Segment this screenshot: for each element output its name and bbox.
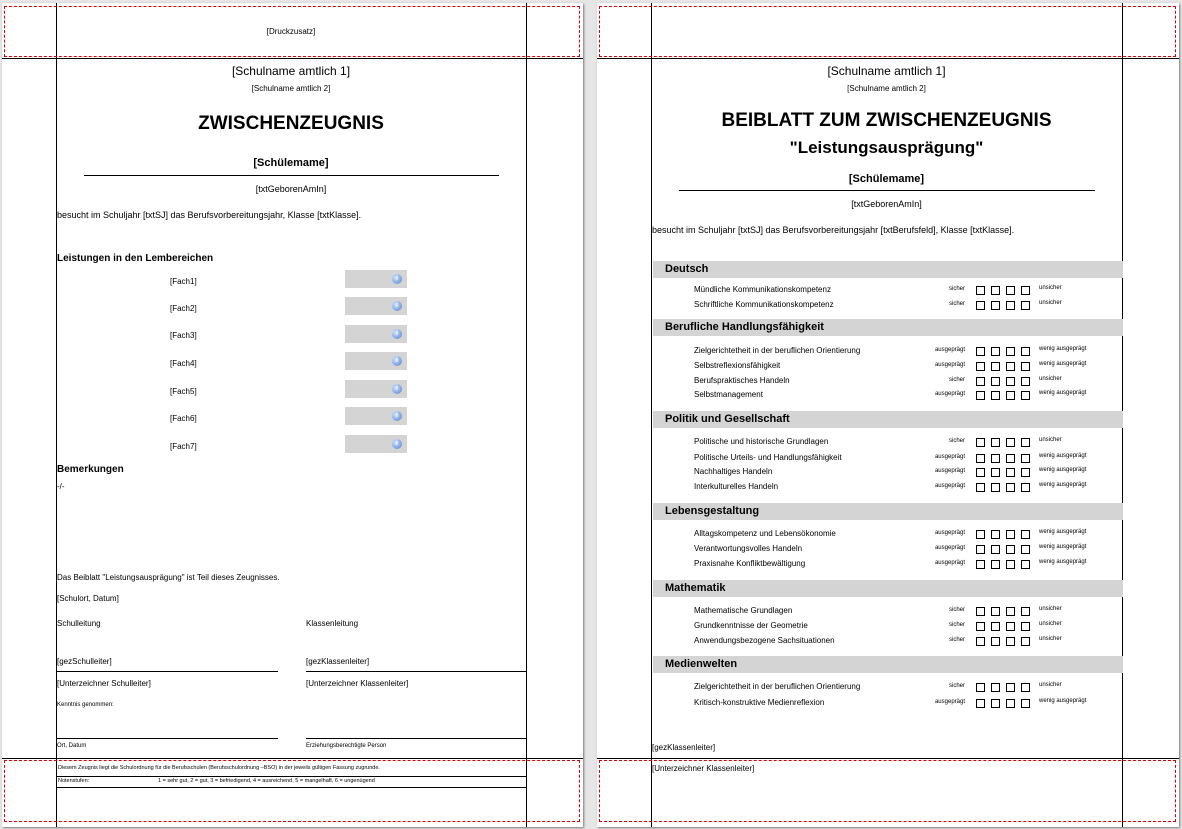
competency-label: Politische und historische Grundlagen (694, 437, 829, 446)
rating-checkbox[interactable] (1006, 699, 1015, 708)
born-field[interactable]: [txtGeborenAmIn] (851, 199, 922, 209)
rating-checkbox[interactable] (1021, 637, 1030, 646)
rating-checkbox[interactable] (1006, 286, 1015, 295)
rating-checkbox[interactable] (976, 622, 985, 631)
info-icon[interactable]: i (392, 301, 402, 311)
rating-checkbox[interactable] (1006, 454, 1015, 463)
scale-left-label: ausgeprägt (934, 530, 965, 536)
info-icon[interactable]: i (392, 356, 402, 366)
rating-checkboxes (976, 301, 1030, 310)
scale-left-label: sicher (948, 683, 965, 689)
klassenleitung-label: Klassenleitung (306, 619, 359, 628)
rating-checkboxes (976, 622, 1030, 631)
grade-field[interactable] (345, 270, 407, 288)
signature-line (306, 738, 527, 739)
rating-checkbox[interactable] (1006, 607, 1015, 616)
scale-right-label: unsicher (1039, 636, 1062, 642)
rating-checkbox[interactable] (976, 545, 985, 554)
rating-checkboxes (976, 377, 1030, 386)
competency-label: Mündliche Kommunikationskompetenz (694, 285, 831, 294)
rating-checkbox[interactable] (1021, 362, 1030, 371)
rating-checkbox[interactable] (1021, 454, 1030, 463)
scale-right-label: unsicher (1039, 606, 1062, 612)
student-name[interactable]: [Schülemame] (848, 173, 925, 185)
name-underline (84, 175, 499, 176)
competency-label: Verantwortungsvolles Handeln (694, 544, 803, 553)
scale-right-label: unsicher (1039, 376, 1062, 382)
intro-text[interactable]: besucht im Schuljahr [txtSJ] das Berufsvorbereitungsjahr [txtBerufsfeld], Klasse [txtKlasse]. (652, 225, 1015, 235)
rating-checkbox[interactable] (1021, 377, 1030, 386)
rating-checkbox[interactable] (1006, 545, 1015, 554)
rating-checkbox[interactable] (991, 438, 1000, 447)
rating-checkboxes (976, 362, 1030, 371)
scale-left-label: ausgeprägt (934, 560, 965, 566)
scale-right-label: wenig ausgeprägt (1039, 346, 1087, 352)
scale-right-label: wenig ausgeprägt (1039, 544, 1087, 550)
info-icon[interactable]: i (392, 411, 402, 421)
kenntnis-label: Kenntnis genommen: (57, 702, 114, 708)
scale-right-label: unsicher (1039, 285, 1062, 291)
rating-checkbox[interactable] (991, 347, 1000, 356)
scale-right-label: wenig ausgeprägt (1039, 390, 1087, 396)
rating-checkbox[interactable] (1021, 483, 1030, 492)
scale-right-label: unsicher (1039, 682, 1062, 688)
margin-guide (526, 3, 527, 827)
rating-checkbox[interactable] (1006, 468, 1015, 477)
footer-guide (597, 758, 1179, 759)
grade-field[interactable] (345, 325, 407, 343)
footer-guide (2, 758, 583, 759)
leistungen-heading: Leistungen in den Lembereichen (57, 253, 214, 264)
rating-checkbox[interactable] (976, 454, 985, 463)
info-icon[interactable]: i (392, 274, 402, 284)
scale-left-label: sicher (948, 607, 965, 613)
remarks-text[interactable]: -/- (57, 482, 65, 491)
rating-checkbox[interactable] (976, 301, 985, 310)
rating-checkbox[interactable] (1006, 377, 1015, 386)
grade-field[interactable] (345, 380, 407, 398)
rating-checkboxes (976, 468, 1030, 477)
rating-checkbox[interactable] (991, 607, 1000, 616)
scale-right-label: unsicher (1039, 300, 1062, 306)
scale-left-label: sicher (948, 637, 965, 643)
signature-line (306, 671, 527, 672)
rating-checkbox[interactable] (1021, 301, 1030, 310)
rating-checkbox[interactable] (976, 530, 985, 539)
rating-checkbox[interactable] (976, 286, 985, 295)
rating-checkbox[interactable] (1006, 483, 1015, 492)
rating-checkbox[interactable] (1006, 683, 1015, 692)
grade-field[interactable] (345, 297, 407, 315)
subject-label[interactable]: [Fach6] (170, 414, 197, 423)
born-field[interactable]: [txtGeborenAmIn] (255, 184, 327, 194)
school-name-1[interactable]: [Schulname amtlich 1] (827, 64, 946, 78)
rating-checkboxes (976, 454, 1030, 463)
scale-left-label: sicher (948, 286, 965, 292)
scale-left-label: ausgeprägt (934, 483, 965, 489)
rating-checkbox[interactable] (991, 362, 1000, 371)
scale-left-label: ausgeprägt (934, 347, 965, 353)
competency-label: Alltagskompetenz und Lebensökonomie (694, 529, 836, 538)
scale-left-label: sicher (948, 438, 965, 444)
competency-label: Grundkenntnisse der Geometrie (694, 621, 808, 630)
scale-left-label: sicher (948, 622, 965, 628)
school-name-2[interactable]: [Schulname amtlich 2] (251, 84, 331, 93)
header-print-area (599, 6, 1176, 57)
signer-klassenleiter[interactable]: [Unterzeichner Klassenleiter] (306, 679, 409, 688)
scale-left-label: sicher (948, 301, 965, 307)
scale-left-label: ausgeprägt (934, 391, 965, 397)
rating-checkbox[interactable] (1021, 347, 1030, 356)
rating-checkbox[interactable] (1006, 560, 1015, 569)
footer-rule (56, 776, 527, 777)
grade-field[interactable] (345, 352, 407, 370)
scale-right-label: wenig ausgeprägt (1039, 453, 1087, 459)
rating-checkbox[interactable] (1006, 530, 1015, 539)
rating-checkbox[interactable] (1006, 347, 1015, 356)
competency-label: Selbstmanagement (694, 390, 763, 399)
rating-checkbox[interactable] (991, 622, 1000, 631)
name-underline (679, 190, 1095, 191)
header-guide (597, 58, 1179, 59)
rating-checkboxes (976, 683, 1030, 692)
competency-label: Nachhaltiges Handeln (694, 467, 773, 476)
page-beiblatt (597, 3, 1179, 827)
rating-checkbox[interactable] (976, 347, 985, 356)
competency-label: Interkulturelles Handeln (694, 482, 779, 491)
school-name-2[interactable]: [Schulname amtlich 2] (847, 84, 926, 93)
rating-checkbox[interactable] (991, 530, 1000, 539)
rating-checkbox[interactable] (1021, 391, 1030, 400)
rating-checkboxes (976, 391, 1030, 400)
scale-left-label: sicher (948, 377, 965, 383)
place-date[interactable]: [Schulort, Datum] (57, 594, 119, 603)
rating-checkbox[interactable] (976, 637, 985, 646)
scale-right-label: wenig ausgeprägt (1039, 698, 1087, 704)
competency-label: Zielgerichtetheit in der beruflichen Orientierung (694, 346, 861, 355)
section-header: Medienwelten (653, 656, 1123, 673)
scale-right-label: wenig ausgeprägt (1039, 467, 1087, 473)
rating-checkbox[interactable] (976, 483, 985, 492)
scale-right-label: wenig ausgeprägt (1039, 361, 1087, 367)
info-icon[interactable]: i (392, 384, 402, 394)
subject-label[interactable]: [Fach3] (170, 331, 197, 340)
rating-checkboxes (976, 483, 1030, 492)
rating-checkbox[interactable] (976, 699, 985, 708)
footer-notes: 1 = sehr gut, 2 = gut, 3 = befriedigend, 4 = ausreichend, 5 = mangelhaft, 6 = ungenügend (158, 778, 375, 784)
druckzusatz[interactable]: [Druckzusatz] (266, 27, 316, 36)
rating-checkbox[interactable] (976, 607, 985, 616)
signer-klassenleiter[interactable]: [Unterzeichner Klassenleiter] (652, 764, 755, 773)
competency-label: Berufspraktisches Handeln (694, 376, 790, 385)
beiblatt-note: Das Beiblatt "Leistungsausprägung" ist Teil dieses Zeugnisses. (57, 573, 280, 582)
subject-label[interactable]: [Fach1] (170, 277, 197, 286)
rating-checkbox[interactable] (991, 483, 1000, 492)
rating-checkbox[interactable] (991, 468, 1000, 477)
competency-label: Politische Urteils- und Handlungsfähigkeit (694, 453, 842, 462)
rating-checkboxes (976, 637, 1030, 646)
ort-datum-label: Ort, Datum (57, 743, 87, 749)
page-zwischenzeugnis (2, 3, 583, 827)
rating-checkbox[interactable] (1006, 301, 1015, 310)
guardian-label: Erziehungsberechtigte Person (306, 743, 387, 749)
rating-checkbox[interactable] (1021, 438, 1030, 447)
rating-checkbox[interactable] (976, 377, 985, 386)
rating-checkbox[interactable] (976, 391, 985, 400)
competency-label: Kritisch-konstruktive Medienreflexion (694, 698, 825, 707)
scale-left-label: ausgeprägt (934, 362, 965, 368)
rating-checkbox[interactable] (991, 454, 1000, 463)
scale-right-label: wenig ausgeprägt (1039, 529, 1087, 535)
rating-checkboxes (976, 545, 1030, 554)
rating-checkboxes (976, 560, 1030, 569)
rating-checkbox[interactable] (1021, 530, 1030, 539)
section-header: Lebensgestaltung (653, 503, 1123, 520)
rating-checkbox[interactable] (991, 391, 1000, 400)
rating-checkbox[interactable] (991, 377, 1000, 386)
competency-label: Mathematische Grundlagen (694, 606, 793, 615)
rating-checkbox[interactable] (976, 438, 985, 447)
gez-klassenleiter[interactable]: [gezKlassenleiter] (306, 657, 370, 666)
section-header: Mathematik (653, 580, 1123, 597)
rating-checkbox[interactable] (976, 560, 985, 569)
rating-checkboxes (976, 347, 1030, 356)
scale-left-label: ausgeprägt (934, 545, 965, 551)
rating-checkbox[interactable] (991, 301, 1000, 310)
rating-checkbox[interactable] (991, 560, 1000, 569)
scale-right-label: unsicher (1039, 437, 1062, 443)
rating-checkbox[interactable] (1021, 683, 1030, 692)
rating-checkbox[interactable] (1006, 391, 1015, 400)
rating-checkbox[interactable] (1021, 699, 1030, 708)
rating-checkbox[interactable] (1021, 560, 1030, 569)
rating-checkbox[interactable] (1021, 545, 1030, 554)
subject-label[interactable]: [Fach7] (170, 442, 197, 451)
rating-checkbox[interactable] (991, 545, 1000, 554)
signer-schulleiter[interactable]: [Unterzeichner Schulleiter] (57, 679, 151, 688)
rating-checkbox[interactable] (1006, 622, 1015, 631)
footer-rule (56, 787, 527, 788)
grade-field[interactable] (345, 435, 407, 453)
rating-checkbox[interactable] (976, 468, 985, 477)
competency-label: Zielgerichtetheit in der beruflichen Orientierung (694, 682, 861, 691)
signature-line (57, 671, 278, 672)
subject-label[interactable]: [Fach5] (170, 387, 197, 396)
info-icon[interactable]: i (392, 439, 402, 449)
rating-checkboxes (976, 607, 1030, 616)
rating-checkbox[interactable] (1006, 362, 1015, 371)
section-header: Politik und Gesellschaft (653, 411, 1123, 428)
header-guide (2, 58, 583, 59)
document-title: BEIBLATT ZUM ZWISCHENZEUGNIS (721, 110, 1052, 131)
competency-label: Selbstreflexionsfähigkeit (694, 361, 781, 370)
footer-regulation: Diesem Zeugnis liegt die Schulordnung für die Berufsschulen (Berufsschulordnung –BSO) in der jeweils gültigen Fassung zugrunde. (58, 765, 380, 771)
rating-checkboxes (976, 438, 1030, 447)
rating-checkbox[interactable] (991, 683, 1000, 692)
rating-checkbox[interactable] (1006, 637, 1015, 646)
subject-label[interactable]: [Fach2] (170, 304, 197, 313)
signature-line (57, 738, 278, 739)
gez-klassenleiter[interactable]: [gezKlassenleiter] (652, 743, 716, 752)
rating-checkbox[interactable] (1021, 286, 1030, 295)
rating-checkbox[interactable] (991, 637, 1000, 646)
section-header: Deutsch (653, 261, 1123, 278)
scale-right-label: unsicher (1039, 621, 1062, 627)
footer-notes-label: Notenstufen: (58, 778, 90, 784)
rating-checkbox[interactable] (1006, 438, 1015, 447)
scale-right-label: wenig ausgeprägt (1039, 559, 1087, 565)
section-header: Berufliche Handlungsfähigkeit (653, 319, 1123, 336)
scale-left-label: ausgeprägt (934, 454, 965, 460)
schulleitung-label: Schulleitung (57, 619, 101, 628)
gez-schulleiter[interactable]: [gezSchulleiter] (57, 657, 112, 666)
rating-checkboxes (976, 530, 1030, 539)
rating-checkbox[interactable] (976, 362, 985, 371)
document-title: ZWISCHENZEUGNIS (198, 113, 384, 134)
competency-label: Praxisnahe Konfliktbewältigung (694, 559, 806, 568)
rating-checkbox[interactable] (1021, 622, 1030, 631)
rating-checkbox[interactable] (991, 286, 1000, 295)
student-name[interactable]: [Schülemame] (253, 157, 329, 169)
remarks-heading: Bemerkungen (57, 464, 124, 475)
subject-label[interactable]: [Fach4] (170, 359, 197, 368)
competency-label: Anwendungsbezogene Sachsituationen (694, 636, 835, 645)
rating-checkbox[interactable] (1021, 468, 1030, 477)
rating-checkbox[interactable] (1021, 607, 1030, 616)
scale-left-label: ausgeprägt (934, 699, 965, 705)
rating-checkbox[interactable] (991, 699, 1000, 708)
rating-checkbox[interactable] (976, 683, 985, 692)
intro-text[interactable]: besucht im Schuljahr [txtSJ] das Berufsvorbereitungsjahr, Klasse [txtKlasse]. (57, 210, 362, 220)
scale-right-label: wenig ausgeprägt (1039, 482, 1087, 488)
grade-field[interactable] (345, 407, 407, 425)
rating-checkboxes (976, 286, 1030, 295)
school-name-1[interactable]: [Schulname amtlich 1] (231, 64, 351, 78)
competency-label: Schriftliche Kommunikationskompetenz (694, 300, 834, 309)
scale-left-label: ausgeprägt (934, 468, 965, 474)
rating-checkboxes (976, 699, 1030, 708)
info-icon[interactable]: i (392, 329, 402, 339)
document-subtitle: "Leistungsausprägung" (789, 138, 984, 157)
